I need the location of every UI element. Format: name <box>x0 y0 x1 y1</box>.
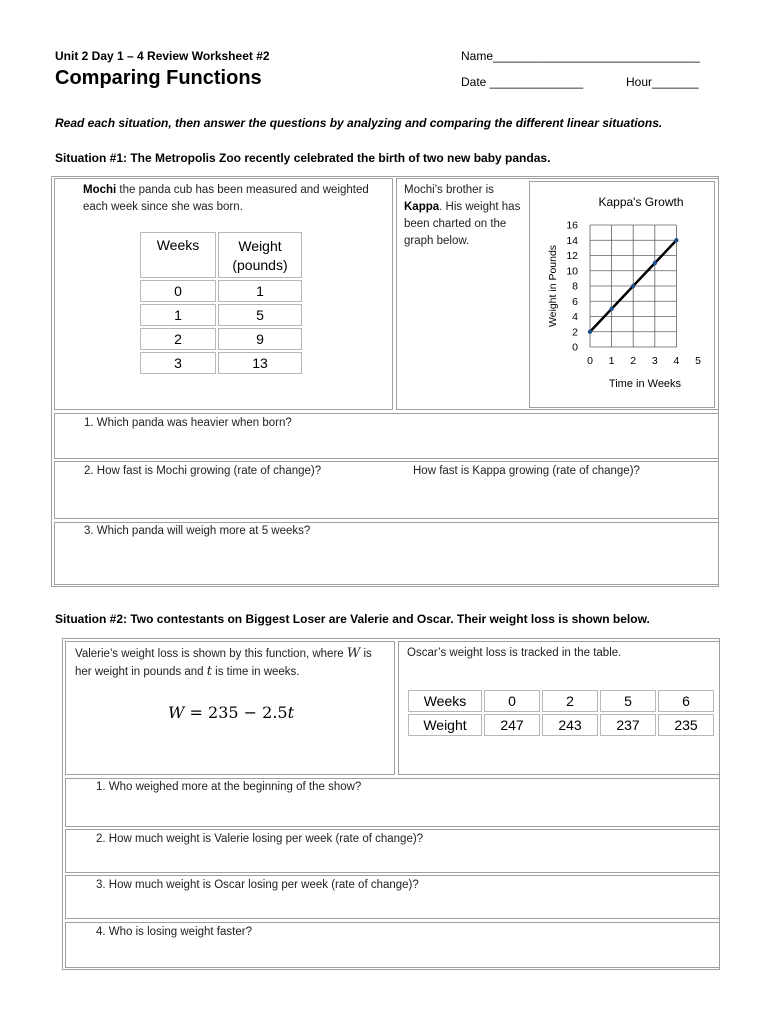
instructions: Read each situation, then answer the questions by analyzing and comparing the different linear situations. <box>55 116 663 130</box>
chart-data-point <box>588 330 592 334</box>
chart-y-tick-label: 14 <box>566 234 578 247</box>
table-cell: 1 <box>140 304 216 326</box>
var-t: t <box>206 664 212 679</box>
date-field[interactable]: Date ______________ <box>461 75 584 89</box>
table-cell: 2 <box>140 328 216 350</box>
table-cell: 0 <box>140 280 216 302</box>
question-1: 1. Which panda was heavier when born? <box>84 417 292 429</box>
valerie-equation <box>168 703 294 722</box>
chart-y-tick-label: 12 <box>566 250 578 262</box>
chart-y-tick-label: 6 <box>572 295 578 308</box>
kappa-description <box>404 182 526 250</box>
mochi-description <box>83 182 383 216</box>
page-title: Comparing Functions <box>55 67 262 89</box>
chart-y-tick-label: 10 <box>566 265 578 278</box>
equation-rhs: = 235 − 2.5 <box>184 703 288 722</box>
chart-y-label: Weight in Pounds <box>547 244 559 328</box>
table-cell: 9 <box>218 328 302 350</box>
chart-y-tick-label: 0 <box>572 341 578 354</box>
question-2a: 2. How fast is Mochi growing (rate of change)? <box>84 465 322 477</box>
table-cell: 2 <box>542 690 598 712</box>
chart-x-tick-label: 4 <box>673 355 680 367</box>
oscar-description: Oscar’s weight loss is tracked in the table. <box>407 647 622 659</box>
chart-x-tick-label: 1 <box>608 355 615 367</box>
table-cell: 0 <box>484 690 540 712</box>
chart-data-point <box>674 238 678 242</box>
chart-data-point <box>653 261 657 265</box>
var-w: W <box>346 646 361 661</box>
equation-var-w: W <box>168 703 185 722</box>
chart-y-tick-label: 2 <box>572 326 578 339</box>
valerie-text-3: is time in weeks. <box>211 666 300 678</box>
oscar-table <box>406 688 716 738</box>
table-header-weight: Weight (pounds) <box>218 232 302 278</box>
valerie-text-1: Valerie’s weight loss is shown by this function, where <box>75 648 344 660</box>
table-header-weight: Weight <box>408 714 482 736</box>
kappa-name: Kappa <box>404 201 440 213</box>
situation1-heading: Situation #1: The Metropolis Zoo recently celebrated the birth of two new baby pandas. <box>55 151 551 165</box>
chart-x-tick-label: 5 <box>695 355 701 367</box>
question-3: 3. Which panda will weigh more at 5 weeks? <box>84 525 311 537</box>
question-3: 3. How much weight is Oscar losing per week (rate of change)? <box>96 879 419 891</box>
question-2: 2. How much weight is Valerie losing per week (rate of change)? <box>96 833 424 845</box>
chart-y-tick-label: 4 <box>572 311 578 323</box>
table-cell: 3 <box>140 352 216 374</box>
table-cell: 247 <box>484 714 540 736</box>
table-cell: 6 <box>658 690 714 712</box>
table-cell: 237 <box>600 714 656 736</box>
chart-title: Kappa's Growth <box>598 195 684 209</box>
valerie-text-2: is her weight in pounds and <box>75 648 372 678</box>
chart-x-tick-label: 2 <box>630 355 637 367</box>
question-2b: How fast is Kappa growing (rate of change)? <box>413 465 640 477</box>
chart-data-point <box>631 284 635 288</box>
table-cell: 243 <box>542 714 598 736</box>
kappa-growth-chart <box>529 181 715 408</box>
table-header-weeks: Weeks <box>140 232 216 278</box>
valerie-description <box>75 645 385 681</box>
table-header-weeks: Weeks <box>408 690 482 712</box>
table-cell: 1 <box>218 280 302 302</box>
mochi-table <box>138 230 304 376</box>
chart-y-tick-label: 16 <box>566 219 578 232</box>
chart-data-point <box>609 307 613 311</box>
chart-x-tick-label: 3 <box>651 355 658 367</box>
equation-var-t: t <box>287 703 295 722</box>
chart-x-tick-label: 0 <box>587 355 593 367</box>
hour-field[interactable]: Hour_______ <box>626 75 699 89</box>
table-cell: 5 <box>600 690 656 712</box>
question-4: 4. Who is losing weight faster? <box>96 926 252 938</box>
chart-x-label: Time in Weeks <box>608 378 682 390</box>
mochi-text: the panda cub has been measured and weighted each week since she was born. <box>83 184 369 213</box>
kappa-text: . His weight has been charted on the graph below. <box>404 201 521 247</box>
table-cell: 235 <box>658 714 714 736</box>
chart-y-tick-label: 8 <box>572 280 578 293</box>
kappa-pre-text: Mochi’s brother is <box>404 184 494 196</box>
situation2-heading: Situation #2: Two contestants on Biggest Loser are Valerie and Oscar. Their weight loss is shown below. <box>55 612 650 626</box>
question-1: 1. Who weighed more at the beginning of the show? <box>96 781 362 793</box>
table-cell: 13 <box>218 352 302 374</box>
name-field[interactable]: Name_______________________________ <box>461 49 700 63</box>
mochi-name: Mochi <box>83 184 117 196</box>
table-cell: 5 <box>218 304 302 326</box>
unit-label: Unit 2 Day 1 – 4 Review Worksheet #2 <box>55 49 270 63</box>
